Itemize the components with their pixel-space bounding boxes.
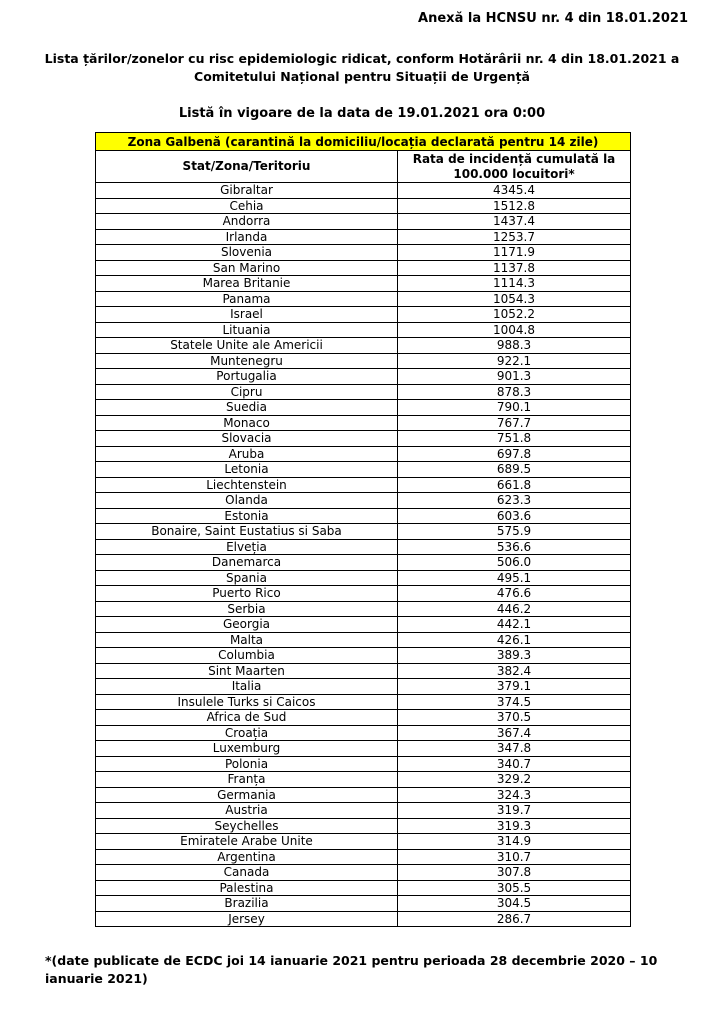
table-row [96, 787, 631, 803]
incidence-rate: 1052.2 [398, 307, 631, 323]
incidence-rate: 4345.4 [398, 183, 631, 199]
table-row [96, 493, 631, 509]
table-row [96, 245, 631, 261]
table-row [96, 772, 631, 788]
table-row [96, 446, 631, 462]
table-row [96, 741, 631, 757]
country-name: Palestina [96, 880, 398, 896]
incidence-rate: 623.3 [398, 493, 631, 509]
column-header-country: Stat/Zona/Teritoriu [96, 151, 398, 183]
country-name: Israel [96, 307, 398, 323]
country-name: Austria [96, 803, 398, 819]
table-row [96, 539, 631, 555]
incidence-rate: 442.1 [398, 617, 631, 633]
incidence-rate: 347.8 [398, 741, 631, 757]
incidence-rate: 426.1 [398, 632, 631, 648]
column-header-rate: Rata de incidență cumulată la 100.000 locuitori* [398, 151, 631, 183]
country-name: Franța [96, 772, 398, 788]
country-name: Gibraltar [96, 183, 398, 199]
table-row [96, 911, 631, 927]
table-row [96, 617, 631, 633]
country-name: Lituania [96, 322, 398, 338]
incidence-rate: 988.3 [398, 338, 631, 354]
incidence-rate: 1253.7 [398, 229, 631, 245]
country-name: Slovacia [96, 431, 398, 447]
incidence-rate: 446.2 [398, 601, 631, 617]
table-row [96, 570, 631, 586]
incidence-rate: 1512.8 [398, 198, 631, 214]
country-name: Statele Unite ale Americii [96, 338, 398, 354]
table-row [96, 338, 631, 354]
table-body [96, 183, 631, 927]
incidence-rate: 370.5 [398, 710, 631, 726]
country-name: Seychelles [96, 818, 398, 834]
country-name: Muntenegru [96, 353, 398, 369]
validity-date: Listă în vigoare de la data de 19.01.2021 ora 0:00 [178, 106, 546, 121]
country-name: Cipru [96, 384, 398, 400]
table-row [96, 214, 631, 230]
incidence-rate: 1171.9 [398, 245, 631, 261]
country-name: Croația [96, 725, 398, 741]
incidence-rate: 329.2 [398, 772, 631, 788]
country-name: Olanda [96, 493, 398, 509]
country-name: Italia [96, 679, 398, 695]
risk-countries-table [95, 132, 631, 927]
column-header-row [96, 151, 631, 183]
table-row [96, 725, 631, 741]
country-name: Columbia [96, 648, 398, 664]
zone-header-row [96, 133, 631, 151]
country-name: Luxemburg [96, 741, 398, 757]
incidence-rate: 382.4 [398, 663, 631, 679]
incidence-rate: 1054.3 [398, 291, 631, 307]
table-row [96, 803, 631, 819]
country-name: Suedia [96, 400, 398, 416]
incidence-rate: 305.5 [398, 880, 631, 896]
incidence-rate: 319.7 [398, 803, 631, 819]
country-name: Panama [96, 291, 398, 307]
incidence-rate: 1004.8 [398, 322, 631, 338]
table-row [96, 896, 631, 912]
table-row [96, 632, 631, 648]
incidence-rate: 506.0 [398, 555, 631, 571]
country-name: Canada [96, 865, 398, 881]
country-name: Germania [96, 787, 398, 803]
country-name: Marea Britanie [96, 276, 398, 292]
incidence-rate: 767.7 [398, 415, 631, 431]
table-row [96, 431, 631, 447]
country-name: Slovenia [96, 245, 398, 261]
incidence-rate: 310.7 [398, 849, 631, 865]
table-row [96, 276, 631, 292]
incidence-rate: 340.7 [398, 756, 631, 772]
country-name: San Marino [96, 260, 398, 276]
country-name: Malta [96, 632, 398, 648]
table-row [96, 229, 631, 245]
document-title [30, 50, 694, 86]
table-row [96, 648, 631, 664]
table-row [96, 880, 631, 896]
incidence-rate: 1437.4 [398, 214, 631, 230]
country-name: Bonaire, Saint Eustatius si Saba [96, 524, 398, 540]
title-line-1: Lista țărilor/zonelor cu risc epidemiologic ridicat, conform Hotărârii nr. 4 din 18.01.2021 a [44, 51, 680, 66]
incidence-rate: 901.3 [398, 369, 631, 385]
country-name: Brazilia [96, 896, 398, 912]
incidence-rate: 1137.8 [398, 260, 631, 276]
table-row [96, 694, 631, 710]
incidence-rate: 324.3 [398, 787, 631, 803]
table-row [96, 663, 631, 679]
incidence-rate: 374.5 [398, 694, 631, 710]
table-row [96, 756, 631, 772]
incidence-rate: 314.9 [398, 834, 631, 850]
incidence-rate: 790.1 [398, 400, 631, 416]
table-row [96, 183, 631, 199]
country-name: Spania [96, 570, 398, 586]
table-row [96, 524, 631, 540]
table-row [96, 260, 631, 276]
table-row [96, 555, 631, 571]
table-row [96, 462, 631, 478]
table-row [96, 818, 631, 834]
incidence-rate: 476.6 [398, 586, 631, 602]
incidence-rate: 689.5 [398, 462, 631, 478]
incidence-rate: 304.5 [398, 896, 631, 912]
table-row [96, 322, 631, 338]
annex-reference: Anexă la HCNSU nr. 4 din 18.01.2021 [418, 11, 688, 26]
table-row [96, 601, 631, 617]
table-row [96, 369, 631, 385]
table-row [96, 508, 631, 524]
incidence-rate: 319.3 [398, 818, 631, 834]
incidence-rate: 697.8 [398, 446, 631, 462]
incidence-rate: 389.3 [398, 648, 631, 664]
table-row [96, 586, 631, 602]
table-row [96, 291, 631, 307]
table-row [96, 865, 631, 881]
table-row [96, 415, 631, 431]
country-name: Portugalia [96, 369, 398, 385]
country-name: Polonia [96, 756, 398, 772]
incidence-rate: 495.1 [398, 570, 631, 586]
country-name: Letonia [96, 462, 398, 478]
country-name: Elveția [96, 539, 398, 555]
incidence-rate: 367.4 [398, 725, 631, 741]
table-row [96, 834, 631, 850]
country-name: Danemarca [96, 555, 398, 571]
table-row [96, 307, 631, 323]
country-name: Africa de Sud [96, 710, 398, 726]
country-name: Andorra [96, 214, 398, 230]
incidence-rate: 536.6 [398, 539, 631, 555]
table-row [96, 477, 631, 493]
country-name: Liechtenstein [96, 477, 398, 493]
incidence-rate: 307.8 [398, 865, 631, 881]
table-row [96, 198, 631, 214]
table-row [96, 679, 631, 695]
country-name: Aruba [96, 446, 398, 462]
footnote: *(date publicate de ECDC joi 14 ianuarie 2021 pentru perioada 28 decembrie 2020 – 10 ianuarie 2021) [45, 953, 658, 986]
country-name: Serbia [96, 601, 398, 617]
incidence-rate: 1114.3 [398, 276, 631, 292]
incidence-rate: 603.6 [398, 508, 631, 524]
title-line-2: Comitetului Național pentru Situații de Urgență [194, 69, 530, 84]
country-name: Insulele Turks si Caicos [96, 694, 398, 710]
table-row [96, 400, 631, 416]
country-name: Argentina [96, 849, 398, 865]
country-name: Cehia [96, 198, 398, 214]
incidence-rate: 751.8 [398, 431, 631, 447]
table-row [96, 849, 631, 865]
country-name: Emiratele Arabe Unite [96, 834, 398, 850]
country-name: Irlanda [96, 229, 398, 245]
table-row [96, 353, 631, 369]
incidence-rate: 286.7 [398, 911, 631, 927]
table-row [96, 710, 631, 726]
incidence-rate: 878.3 [398, 384, 631, 400]
country-name: Monaco [96, 415, 398, 431]
incidence-rate: 922.1 [398, 353, 631, 369]
country-name: Puerto Rico [96, 586, 398, 602]
country-name: Georgia [96, 617, 398, 633]
country-name: Sint Maarten [96, 663, 398, 679]
incidence-rate: 661.8 [398, 477, 631, 493]
table-row [96, 384, 631, 400]
country-name: Jersey [96, 911, 398, 927]
zone-label: Zona Galbenă (carantină la domiciliu/locația declarată pentru 14 zile) [96, 133, 631, 151]
incidence-rate: 575.9 [398, 524, 631, 540]
incidence-rate: 379.1 [398, 679, 631, 695]
country-name: Estonia [96, 508, 398, 524]
